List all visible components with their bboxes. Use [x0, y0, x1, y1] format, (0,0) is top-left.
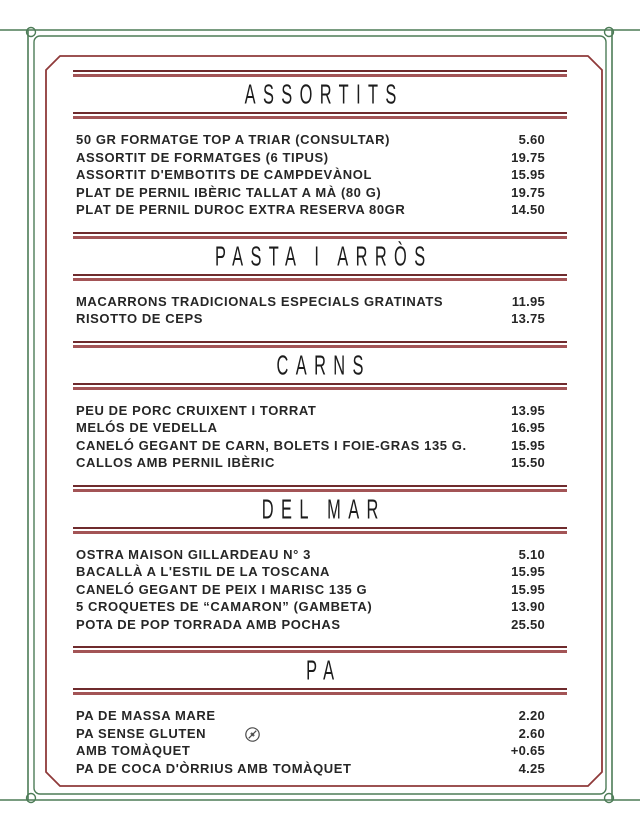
menu-item — [73, 201, 567, 219]
menu-item-price: 15.95 — [511, 437, 545, 453]
menu-item-price: 19.75 — [511, 184, 545, 200]
menu-item — [73, 725, 567, 743]
menu-item — [73, 131, 567, 149]
menu-item — [73, 293, 567, 311]
menu-item-name: ASSORTIT D'EMBOTITS DE CAMPDEVÀNOL — [76, 167, 372, 182]
menu-section-carns — [73, 341, 567, 485]
menu-item — [73, 166, 567, 184]
menu-item-price: 2.20 — [518, 708, 545, 723]
menu-item — [73, 310, 567, 328]
section-title — [73, 494, 567, 525]
menu-item-price: 2.60 — [518, 725, 545, 741]
menu-item-name: BACALLÀ A L'ESTIL DE LA TOSCANA — [76, 564, 331, 579]
section-items — [73, 695, 567, 790]
menu-item-name: PLAT DE PERNIL DUROC EXTRA RESERVA 80GR — [76, 202, 406, 217]
menu-item — [73, 563, 567, 581]
menu-item — [73, 760, 567, 778]
menu-item-name: POTA DE POP TORRADA AMB POCHAS — [76, 616, 341, 632]
menu-item-name: PA SENSE GLUTEN — [76, 725, 261, 743]
section-title — [73, 79, 567, 110]
section-title — [73, 655, 567, 686]
menu-item — [73, 184, 567, 202]
menu-item-price: 5.10 — [518, 546, 545, 562]
menu-item — [73, 616, 567, 634]
menu-item-price: 14.50 — [511, 202, 545, 217]
menu-item-price: 15.95 — [511, 581, 545, 597]
menu-item-name: OSTRA MAISON GILLARDEAU N° 3 — [76, 546, 311, 562]
menu-item — [73, 707, 567, 725]
menu-item — [73, 546, 567, 564]
menu-item-price: 13.75 — [511, 311, 545, 326]
section-title-text: ASSORTITS — [244, 79, 404, 111]
menu-item-name: CANELÓ GEGANT DE PEIX I MARISC 135 G — [76, 581, 368, 597]
menu-item — [73, 454, 567, 472]
menu-item-price: 19.75 — [511, 149, 545, 165]
menu-item-price: 13.95 — [511, 402, 545, 418]
section-items — [73, 534, 567, 647]
section-items — [73, 281, 567, 341]
menu-item-price: 15.50 — [511, 455, 545, 470]
menu-section-assortits — [73, 70, 567, 232]
menu-item-price: 15.95 — [511, 167, 545, 182]
section-items — [73, 390, 567, 485]
menu-item-name: MACARRONS TRADICIONALS ESPECIALS GRATINATS — [76, 293, 444, 309]
menu-item-name: PLAT DE PERNIL IBÈRIC TALLAT A MÀ (80 G) — [76, 184, 382, 200]
menu-item-name: 50 GR FORMATGE TOP A TRIAR (CONSULTAR) — [76, 132, 391, 147]
menu-section-pasta-i-arr-s — [73, 232, 567, 341]
menu-item-price: 16.95 — [511, 420, 545, 435]
menu-sections — [73, 70, 567, 790]
menu-item — [73, 598, 567, 616]
section-items — [73, 119, 567, 232]
section-title-text: PA — [305, 655, 342, 687]
menu-item-name: AMB TOMÀQUET — [76, 743, 191, 758]
menu-item-name: PA DE MASSA MARE — [76, 708, 216, 723]
menu-item-name: CANELÓ GEGANT DE CARN, BOLETS I FOIE-GRAS 135 G. — [76, 437, 467, 453]
menu-item — [73, 742, 567, 760]
menu-item-price: 13.90 — [511, 599, 545, 614]
menu-section-pa — [73, 646, 567, 790]
menu-item-price: 25.50 — [511, 616, 545, 632]
menu-item-name: CALLOS AMB PERNIL IBÈRIC — [76, 455, 275, 470]
section-title-text: PASTA I ARRÒS — [214, 241, 433, 272]
gluten-free-icon — [244, 726, 261, 743]
menu-item — [73, 437, 567, 455]
menu-item — [73, 149, 567, 167]
menu-item-price: 15.95 — [511, 564, 545, 579]
section-title — [73, 350, 567, 381]
menu-item-price: 5.60 — [518, 132, 545, 147]
menu-item-name: RISOTTO DE CEPS — [76, 311, 203, 326]
menu-item-name: PA DE COCA D'ÒRRIUS AMB TOMÀQUET — [76, 760, 352, 776]
menu-item-price: +0.65 — [510, 743, 545, 758]
menu-item-name: PEU DE PORC CRUIXENT I TORRAT — [76, 402, 317, 418]
section-title-text: CARNS — [276, 350, 371, 381]
section-title — [73, 241, 567, 272]
menu-item-price: 11.95 — [511, 293, 545, 309]
menu-item-name: ASSORTIT DE FORMATGES (6 TIPUS) — [76, 149, 329, 165]
menu-item-name: 5 CROQUETES DE “CAMARON” (GAMBETA) — [76, 599, 373, 614]
menu-item — [73, 419, 567, 437]
menu-item — [73, 581, 567, 599]
menu-item-price: 4.25 — [518, 760, 545, 776]
menu-section-del-mar — [73, 485, 567, 647]
menu-item — [73, 402, 567, 420]
section-title-text: DEL MAR — [261, 494, 386, 525]
menu-item-name: MELÓS DE VEDELLA — [76, 420, 218, 435]
